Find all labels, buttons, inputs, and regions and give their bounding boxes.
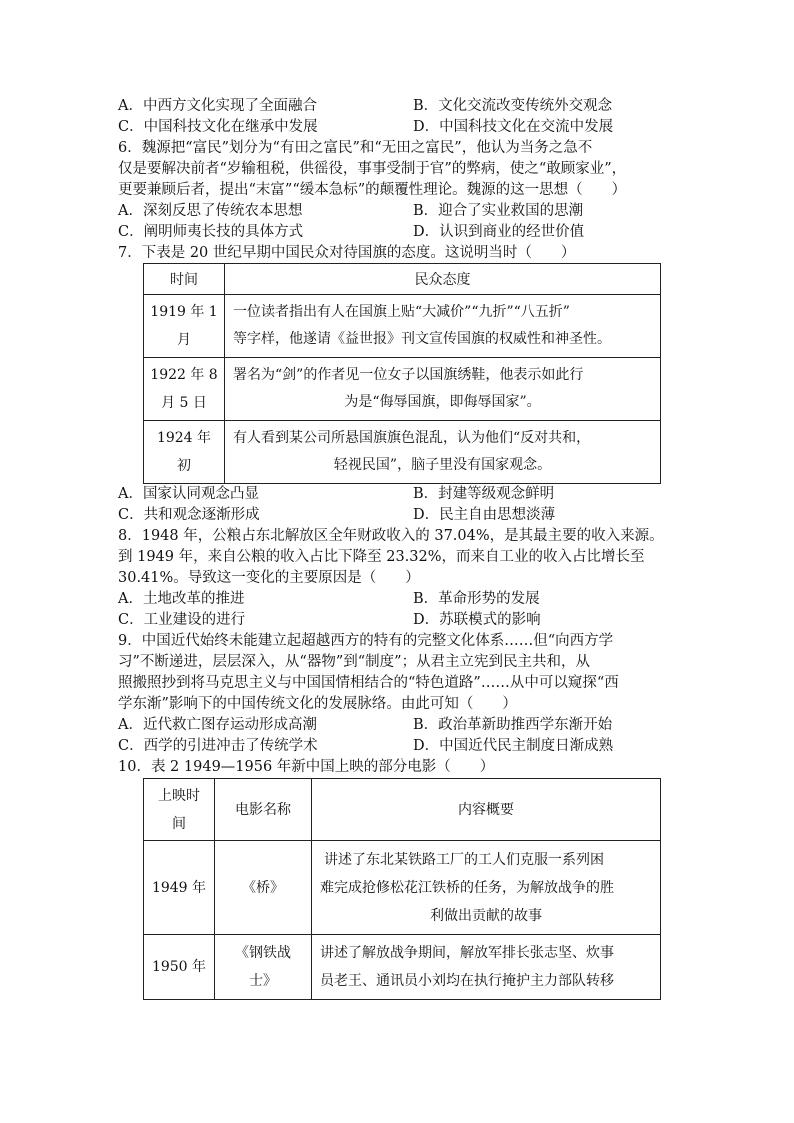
q7-stem: 7．下表是 20 世纪早期中国民众对待国旗的态度。这说明当时（ ） xyxy=(118,245,576,261)
q7-option-b: B．封建等级观念鲜明 xyxy=(413,486,555,502)
q6-stem-line-1: 6．魏源把“富民”划分为“有田之富民”和“无田之富民”，他认为当务之急不 xyxy=(118,140,593,156)
q9-stem-line-4: 学东渐”影响下的中国传统文化的发展脉络。由此可知（ ） xyxy=(118,696,517,712)
q6-option-d: D．认识到商业的经世价值 xyxy=(413,224,585,240)
header-attitude: 民众态度 xyxy=(225,264,661,295)
table-header-row xyxy=(144,264,661,295)
table-row xyxy=(144,421,661,484)
q5-option-c: C．中国科技文化在继承中发展 xyxy=(118,119,318,135)
film-name-cell: 《钢铁战 士》 xyxy=(215,935,312,1000)
header-summary: 内容概要 xyxy=(312,779,661,841)
q5-option-a: A．中西方文化实现了全面融合 xyxy=(118,98,317,114)
q8-stem-line-3: 30.41%。导致这一变化的主要原因是（ ） xyxy=(118,570,420,586)
q9-option-b: B．政治革新助推西学东渐开始 xyxy=(413,717,613,733)
q7-option-c: C．共和观念逐渐形成 xyxy=(118,507,260,523)
header-release-time: 上映时 间 xyxy=(144,779,215,841)
q6-option-b: B．迎合了实业救国的思潮 xyxy=(413,203,584,219)
summary-cell: 讲述了解放战争期间，解放军排长张志坚、炊事 员老王、通讯员小刘均在执行掩护主力部队转移 xyxy=(312,935,661,1000)
time-cell: 1924 年 初 xyxy=(144,421,225,484)
q8-stem-line-2: 到 1949 年，来自公粮的收入占比下降至 23.32%，而来自工业的收入占比增长至 xyxy=(118,549,645,565)
time-cell: 1922 年 8 月 5 日 xyxy=(144,358,225,421)
q8-option-d: D．苏联模式的影响 xyxy=(413,612,541,628)
q8-option-c: C．工业建设的进行 xyxy=(118,612,246,628)
q6-option-c: C．阐明师夷长技的具体方式 xyxy=(118,224,304,240)
q9-stem-line-1: 9．中国近代始终未能建立起超越西方的特有的完整文化体系……但“向西方学 xyxy=(118,633,614,649)
q10-table xyxy=(143,778,661,1000)
q9-stem-line-2: 习”不断递进，层层深入，从“器物”到“制度”；从君主立宪到民主共和，从 xyxy=(118,654,591,670)
q8-option-a: A．土地改革的推进 xyxy=(118,591,245,607)
release-time-cell: 1950 年 xyxy=(144,935,215,1000)
q9-option-a: A．近代救亡图存运动形成高潮 xyxy=(118,717,317,733)
table-row xyxy=(144,295,661,358)
q8-stem-line-1: 8．1948 年，公粮占东北解放区全年财政收入的 37.04%，是其最主要的收入来源。 xyxy=(118,528,664,544)
table-row xyxy=(144,358,661,421)
summary-cell: 讲述了东北某铁路工厂的工人们克服一系列困 难完成抢修松花江铁桥的任务，为解放战争的胜 利做出贡献的故事 xyxy=(312,841,661,935)
table-header-row xyxy=(144,779,661,841)
header-time: 时间 xyxy=(144,264,225,295)
table-row xyxy=(144,841,661,935)
q7-option-a: A．国家认同观念凸显 xyxy=(118,486,259,502)
q7-table xyxy=(143,263,661,484)
attitude-cell: 署名为“剑”的作者见一位女子以国旗绣鞋，他表示如此行 为是“侮辱国旗，即侮辱国家”。 xyxy=(225,358,661,421)
q6-option-a: A．深刻反思了传统农本思想 xyxy=(118,203,303,219)
q6-stem-line-2: 仅是要解决前者“岁输租税，供徭役，事事受制于官”的弊病，使之“敢顾家业”， xyxy=(118,161,627,177)
q6-stem-line-3: 更要兼顾后者，提出“末富”“缓本急标”的颠覆性理论。魏源的这一思想（ ） xyxy=(118,182,627,198)
table-row xyxy=(144,935,661,1000)
q10-stem: 10．表 2 1949—1956 年新中国上映的部分电影（ ） xyxy=(118,759,495,775)
time-cell: 1919 年 1 月 xyxy=(144,295,225,358)
q9-option-d: D．中国近代民主制度日渐成熟 xyxy=(413,738,614,754)
attitude-cell: 一位读者指出有人在国旗上贴“大减价”“九折”“八五折” 等字样，他遂请《益世报》刊文宣传国旗的权威性和神圣性。 xyxy=(225,295,661,358)
q8-option-b: B．革命形势的发展 xyxy=(413,591,540,607)
q5-option-d: D．中国科技文化在交流中发展 xyxy=(413,119,614,135)
q9-option-c: C．西学的引进冲击了传统学术 xyxy=(118,738,318,754)
q9-stem-line-3: 照搬照抄到将马克思主义与中国国情相结合的“特色道路”……从中可以窥探“西 xyxy=(118,675,619,691)
attitude-cell: 有人看到某公司所悬国旗旗色混乱，认为他们“反对共和， 轻视民国”，脑子里没有国家观念。 xyxy=(225,421,661,484)
release-time-cell: 1949 年 xyxy=(144,841,215,935)
header-film-name: 电影名称 xyxy=(215,779,312,841)
film-name-cell: 《桥》 xyxy=(215,841,312,935)
q7-option-d: D．民主自由思想淡薄 xyxy=(413,507,556,523)
q5-option-b: B．文化交流改变传统外交观念 xyxy=(413,98,613,114)
